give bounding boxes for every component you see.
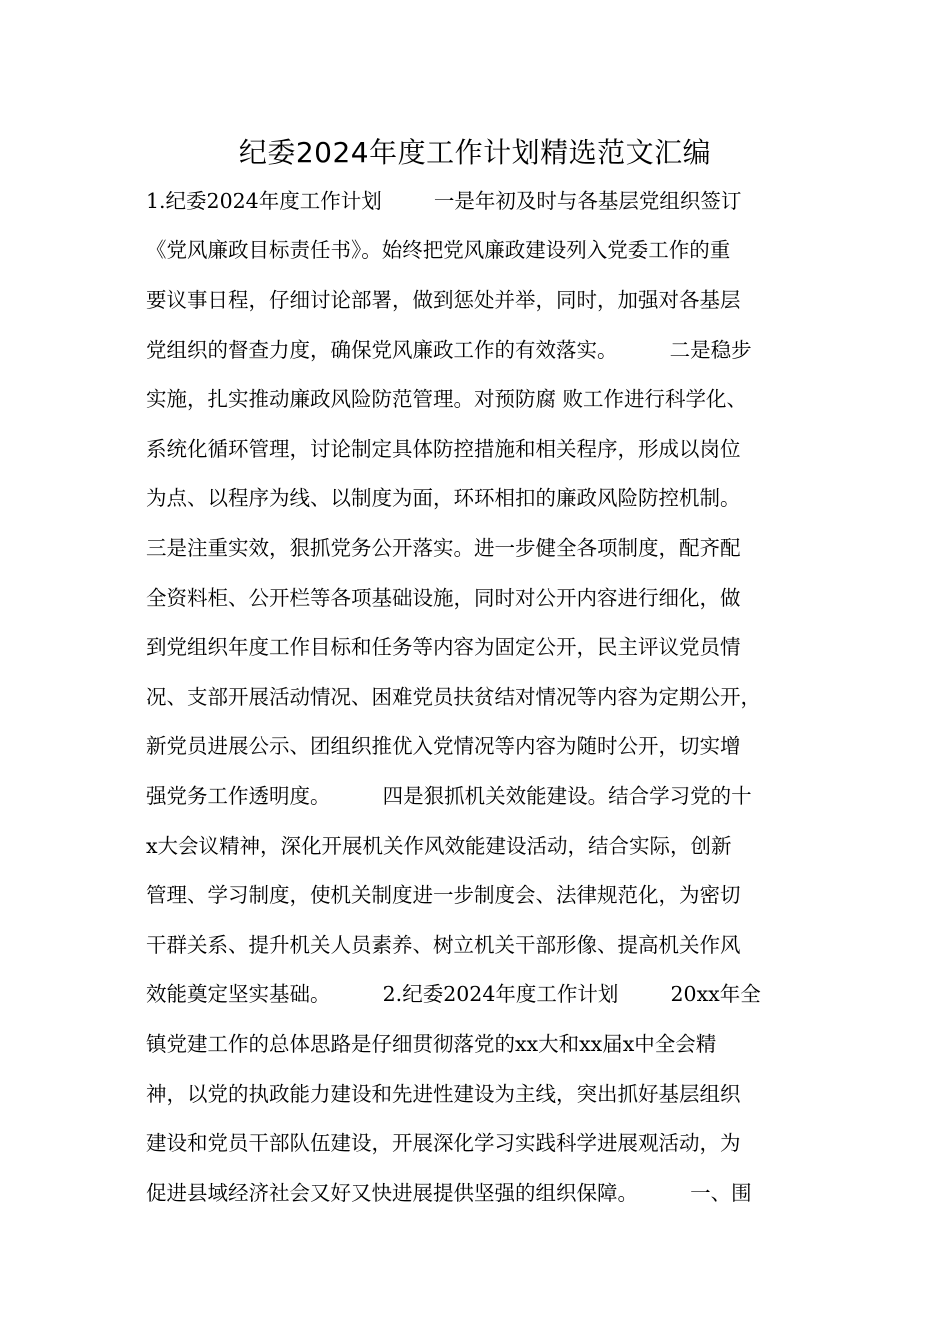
body-line: 镇党建工作的总体思路是仔细贯彻落党的xx大和xx届x中全会精 xyxy=(146,1032,717,1056)
document-title: 纪委2024年度工作计划精选范文汇编 xyxy=(238,136,712,169)
body-line: 实施，扎实推动廉政风险防范管理。对预防腐 败工作进行科学化、 xyxy=(146,387,748,411)
body-line: 要议事日程，仔细讨论部署，做到惩处并举，同时，加强对各基层 xyxy=(146,288,741,312)
body-line: 干群关系、提升机关人员素养、树立机关干部形像、提高机关作风 xyxy=(146,933,741,957)
body-line: 党组织的督查力度，确保党风廉政工作的有效落实。 二是稳步 xyxy=(146,338,752,362)
body-line: 促进县域经济社会又好又快进展提供坚强的组织保障。 一、围 xyxy=(146,1181,752,1205)
body-line: 强党务工作透明度。 四是狠抓机关效能建设。结合学习党的十 xyxy=(146,784,752,808)
body-line: 为点、以程序为线、以制度为面，环环相扣的廉政风险防控机制。 xyxy=(146,486,741,510)
body-line: 到党组织年度工作目标和任务等内容为固定公开，民主评议党员情 xyxy=(146,635,741,659)
body-line: 三是注重实效，狠抓党务公开落实。进一步健全各项制度，配齐配 xyxy=(146,536,741,560)
body-line: 建设和党员干部队伍建设，开展深化学习实践科学进展观活动，为 xyxy=(146,1131,741,1155)
body-line: 管理、学习制度，使机关制度进一步制度会、法律规范化，为密切 xyxy=(146,883,741,907)
body-line: x大会议精神，深化开展机关作风效能建设活动，结合实际，创新 xyxy=(146,834,732,858)
body-line: 神，以党的执政能力建设和先进性建设为主线，突出抓好基层组织 xyxy=(146,1082,741,1106)
body-line: 效能奠定坚实基础。 2.纪委2024年度工作计划 20xx年全 xyxy=(146,982,761,1006)
body-line: 全资料柜、公开栏等各项基础设施，同时对公开内容进行细化，做 xyxy=(146,586,741,610)
body-line: 况、支部开展活动情况、困难党员扶贫结对情况等内容为定期公开， xyxy=(146,685,761,709)
body-line: 1.纪委2024年度工作计划 一是年初及时与各基层党组织签订 xyxy=(146,189,742,213)
body-line: 新党员进展公示、团组织推优入党情况等内容为随时公开，切实增 xyxy=(146,734,741,758)
body-line: 《党风廉政目标责任书》。始终把党风廉政建设列入党委工作的重 xyxy=(146,238,731,262)
body-line: 系统化循环管理，讨论制定具体防控措施和相关程序，形成以岗位 xyxy=(146,437,741,461)
